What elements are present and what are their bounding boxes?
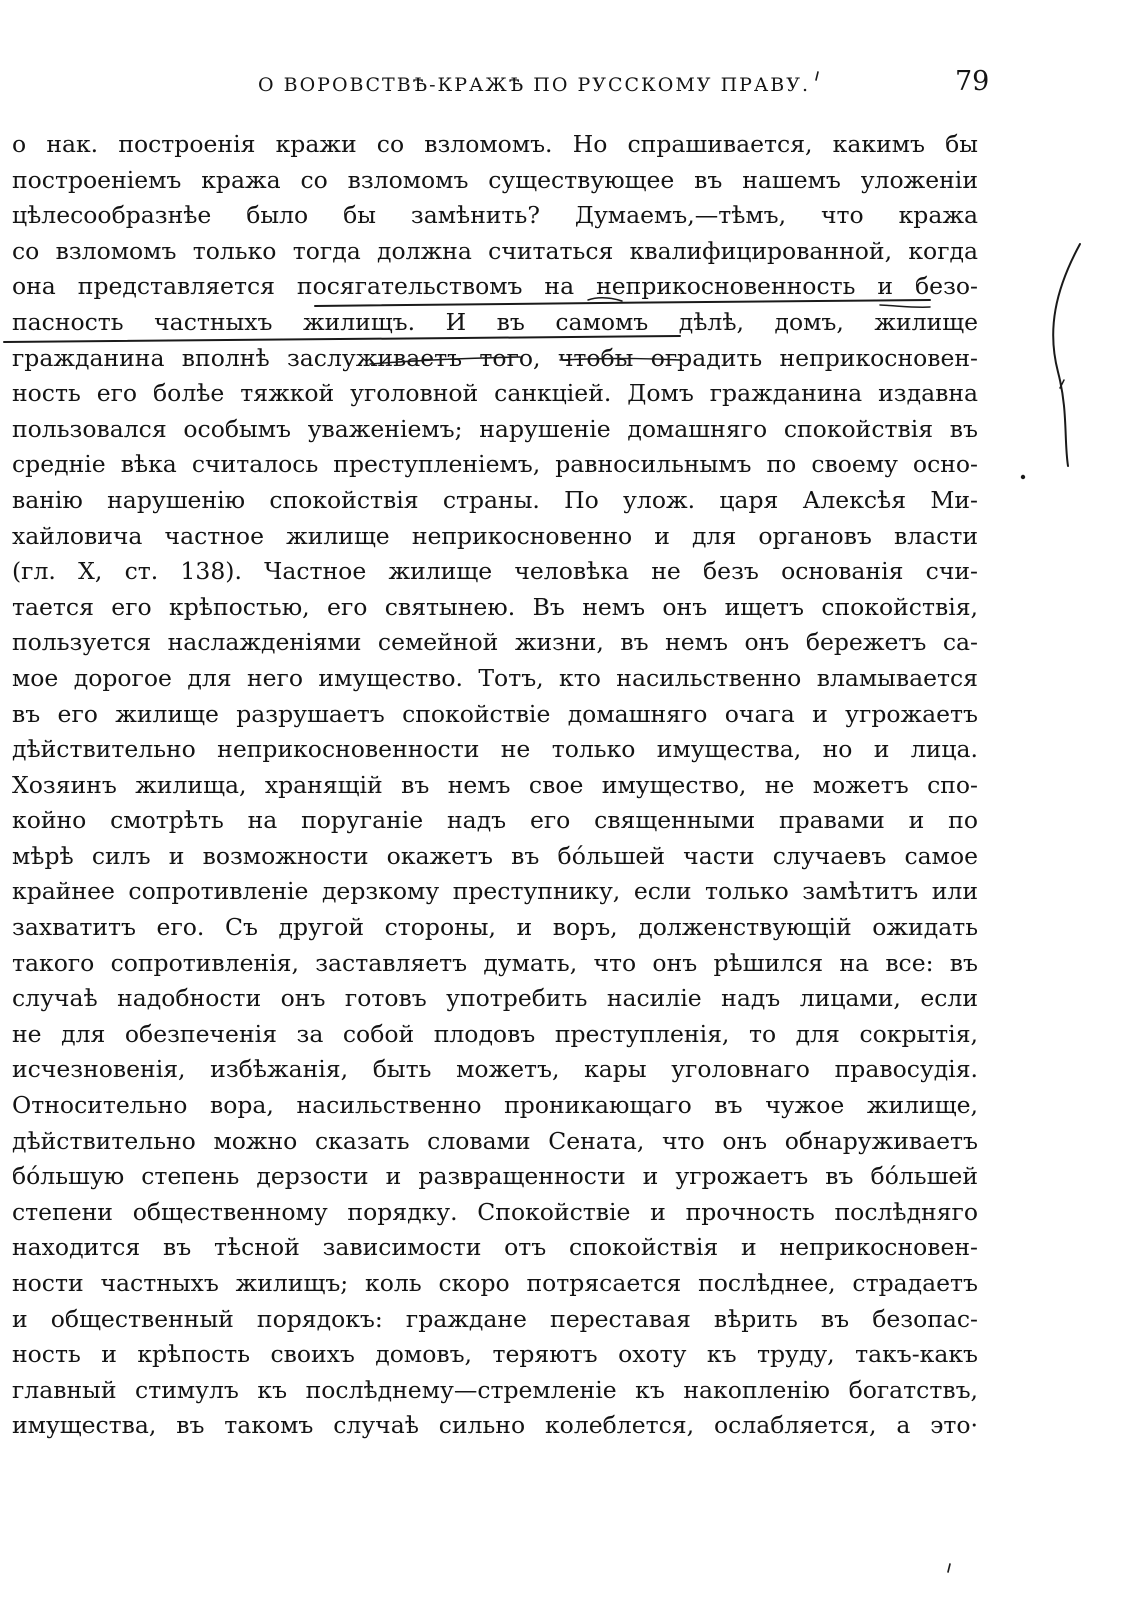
text-line: дѣйствительно неприкосновенности не только имущества, но и лица. (12, 735, 978, 764)
text-line: койно смотрѣть на поруганіе надъ его священными правами и по (12, 806, 978, 835)
text-line: (гл. X, ст. 138). Частное жилище человѣка не безъ основанія счи- (12, 557, 978, 586)
text-line: дѣйствительно можно сказать словами Сената, что онъ обнаруживаетъ (12, 1126, 978, 1155)
text-line: и общественный порядокъ: граждане переставая вѣрить въ безопас- (12, 1304, 978, 1333)
running-title: О ВОРОВСТВѢ-КРАЖѢ ПО РУССКОМУ ПРАВУ. (258, 74, 811, 96)
text-line: находится въ тѣсной зависимости отъ спокойствія и неприкосновен- (12, 1233, 978, 1262)
text-line: такого сопротивленія, заставляетъ думать, что онъ рѣшился на все: въ (12, 948, 978, 977)
text-line: хайловича частное жилище неприкосновенно и для органовъ власти (12, 521, 978, 550)
text-line: мое дорогое для него имущество. Тотъ, кто насильственно вламывается (12, 663, 978, 692)
page-number: 79 (955, 66, 990, 97)
text-line: ность его болѣе тяжкой уголовной санкціей. Домъ гражданина издавна (12, 379, 978, 408)
text-line: имущества, въ такомъ случаѣ сильно колеблется, ослабляется, а это· (12, 1411, 978, 1440)
text-line: ность и крѣпость своихъ домовъ, теряютъ охоту къ труду, такъ-какъ (12, 1340, 978, 1369)
text-line: цѣлесообразнѣе было бы замѣнить? Думаемъ,—тѣмъ, что кража (12, 201, 978, 230)
body-text (12, 127, 978, 1444)
text-line: мѣрѣ силъ и возможности окажетъ въ бóльшей части случаевъ самое (12, 841, 978, 870)
text-line: пасность частныхъ жилищъ. И въ самомъ дѣлѣ, домъ, жилище (12, 307, 978, 336)
margin-bracket-mark (1060, 380, 1064, 388)
margin-bracket (1053, 244, 1080, 466)
text-line: степени общественному порядку. Спокойствіе и прочность послѣдняго (12, 1197, 978, 1226)
text-line: исчезновенія, избѣжанія, быть можетъ, кары уголовнаго правосудія. (12, 1055, 978, 1084)
text-line: она представляется посягательствомъ на неприкосновенность и безо- (12, 272, 978, 301)
text-line: ванію нарушенію спокойствія страны. По улож. царя Алексѣя Ми- (12, 485, 978, 514)
text-line: тается его крѣпостью, его святынею. Въ немъ онъ ищетъ спокойствія, (12, 592, 978, 621)
text-line: въ его жилище разрушаетъ спокойствіе домашняго очага и угрожаетъ (12, 699, 978, 728)
stray-mark-bottom (948, 1564, 950, 1572)
text-line: пользуется наслажденіями семейной жизни, въ немъ онъ бережетъ са- (12, 628, 978, 657)
text-line: о нак. построенія кражи со взломомъ. Но спрашивается, какимъ бы (12, 130, 978, 158)
text-line: Хозяинъ жилища, хранящій въ немъ свое имущество, не можетъ спо- (12, 770, 978, 799)
text-line: пользовался особымъ уваженіемъ; нарушеніе домашняго спокойствія въ (12, 414, 978, 443)
text-line: захватитъ его. Съ другой стороны, и воръ, долженствующій ожидать (12, 913, 978, 942)
text-line: со взломомъ только тогда должна считаться квалифицированной, когда (12, 236, 978, 265)
text-line: не для обезпеченія за собой плодовъ преступленія, то для сокрытія, (12, 1019, 978, 1048)
text-line: ности частныхъ жилищъ; коль скоро потрясается послѣднее, страдаетъ (12, 1269, 978, 1297)
text-line: крайнее сопротивленіе дерзкому преступнику, если только замѣтитъ или (12, 877, 978, 906)
text-line: бóльшую степень дерзости и развращенности и угрожаетъ въ бóльшей (12, 1162, 978, 1191)
margin-dot (1021, 475, 1025, 479)
text-line: средніе вѣка считалось преступленіемъ, равносильнымъ по своему осно- (12, 450, 978, 479)
text-line: Относительно вора, насильственно проникающаго въ чужое жилище, (12, 1091, 978, 1120)
text-line: главный стимулъ къ послѣднему—стремленіе къ накопленію богатствъ, (12, 1375, 978, 1404)
text-line: построеніемъ кража со взломомъ существующее въ нашемъ уложеніи (12, 165, 978, 194)
text-line: гражданина вполнѣ заслуживаетъ того, чтобы оградить неприкосновен- (12, 343, 978, 372)
text-line: случаѣ надобности онъ готовъ употребить насиліе надъ лицами, если (12, 984, 978, 1013)
running-head (0, 62, 1140, 102)
